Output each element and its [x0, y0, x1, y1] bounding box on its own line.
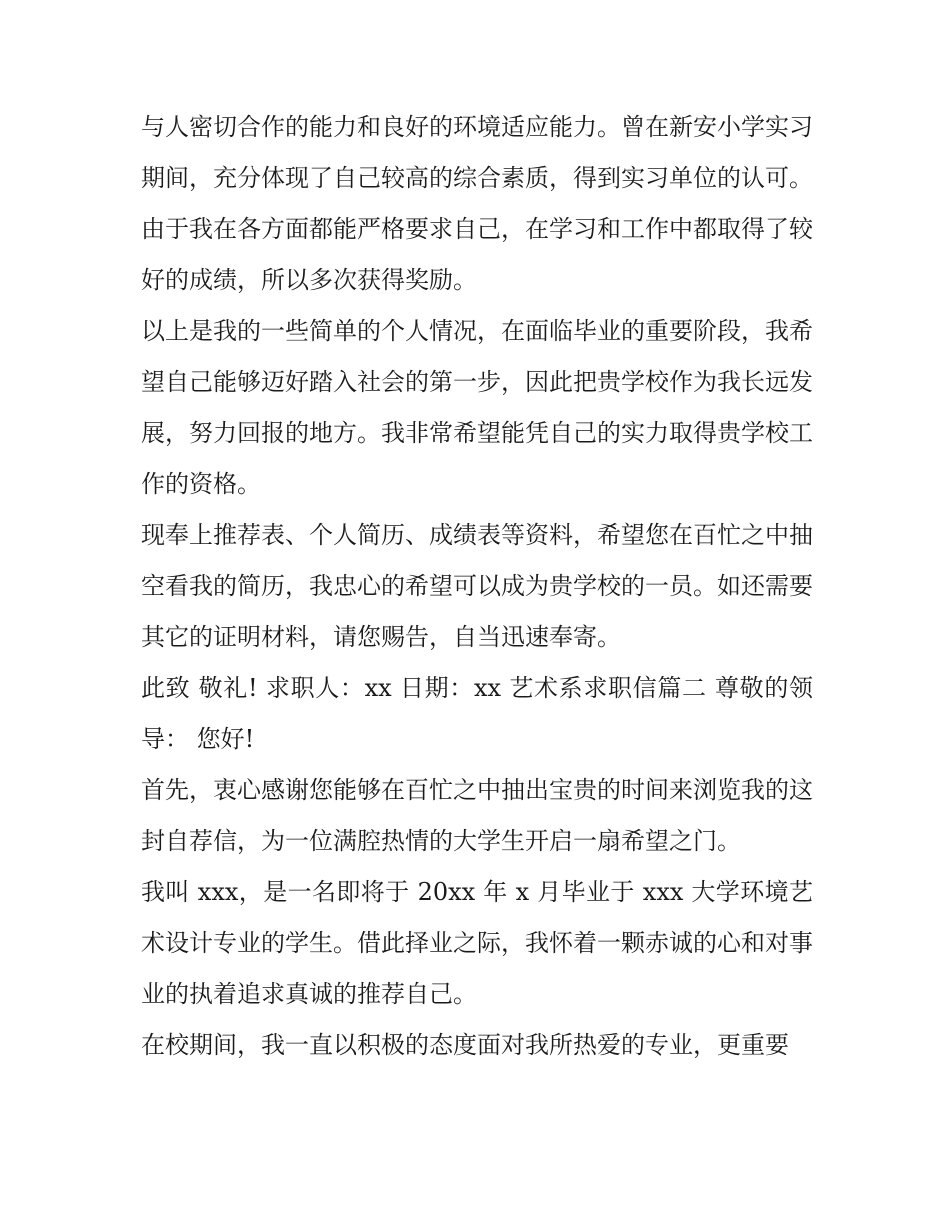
paragraph-introduction: 我叫 xxx，是一名即将于 20xx 年 x 月毕业于 xxx 大学环境艺术设计专业的学生。借此择业之际，我怀着一颗赤诚的心和对事业的执着追求真诚的推荐自己。 — [141, 878, 813, 1008]
paragraph-attachments: 现奉上推荐表、个人简历、成绩表等资料，希望您在百忙之中抽空看我的简历，我忠心的希望可以成为贵学校的一员。如还需要其它的证明材料，请您赐告，自当迅速奉寄。 — [141, 521, 813, 651]
paragraph-closing-and-second-letter: 此致 敬礼! 求职人：xx 日期：xx 艺术系求职信篇二 尊敬的领导： 您好! — [141, 674, 813, 753]
paragraph-achievements: 由于我在各方面都能严格要求自己，在学习和工作中都取得了较好的成绩，所以多次获得奖励。 — [141, 215, 813, 294]
paragraph-school-period: 在校期间，我一直以积极的态度面对我所热爱的专业，更重要 — [141, 1031, 789, 1059]
document-body — [141, 102, 813, 1071]
paragraph-internship: 与人密切合作的能力和良好的环境适应能力。曾在新安小学实习期间，充分体现了自己较高的综合素质，得到实习单位的认可。 — [141, 113, 813, 192]
paragraph-aspiration: 以上是我的一些简单的个人情况，在面临毕业的重要阶段，我希望自己能够迈好踏入社会的第一步，因此把贵学校作为我长远发展，努力回报的地方。我非常希望能凭自己的实力取得贵学校工作的资格。 — [141, 317, 813, 498]
paragraph-thanks: 首先，衷心感谢您能够在百忙之中抽出宝贵的时间来浏览我的这封自荐信，为一位满腔热情的大学生开启一扇希望之门。 — [141, 776, 813, 855]
